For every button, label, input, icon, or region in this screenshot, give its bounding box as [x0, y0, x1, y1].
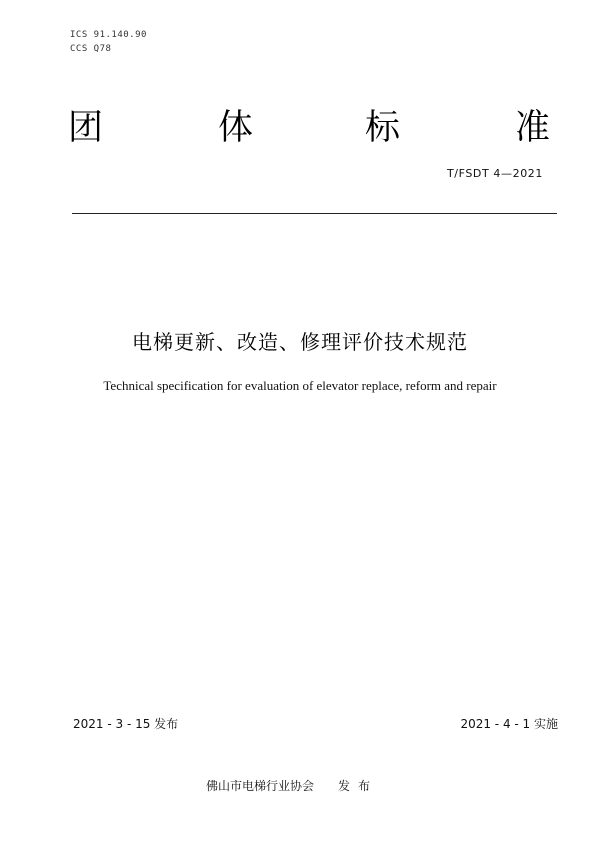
- header-divider: [72, 213, 557, 214]
- issue-date: 2021 - 3 - 15 发布: [73, 717, 179, 731]
- banner-char: 标: [365, 108, 401, 148]
- ics-code: ICS 91.140.90: [70, 30, 147, 40]
- ccs-code: CCS Q78: [70, 44, 112, 54]
- publisher-line: [206, 777, 378, 794]
- banner-char: 团: [68, 108, 104, 148]
- document-title-chinese: 电梯更新、改造、修理评价技术规范: [132, 330, 468, 354]
- banner-char: 体: [218, 108, 254, 148]
- banner-char: 准: [515, 108, 551, 148]
- standard-type-banner: [0, 104, 600, 152]
- implementation-date: 2021 - 4 - 1 实施: [460, 717, 558, 731]
- document-title-english: Technical specification for evaluation of elevator replace, reform and repair: [103, 378, 497, 393]
- publisher-verb: 发布: [338, 779, 379, 793]
- standard-number: T/FSDT 4—2021: [446, 167, 543, 180]
- publisher-name: 佛山市电梯行业协会: [206, 779, 315, 793]
